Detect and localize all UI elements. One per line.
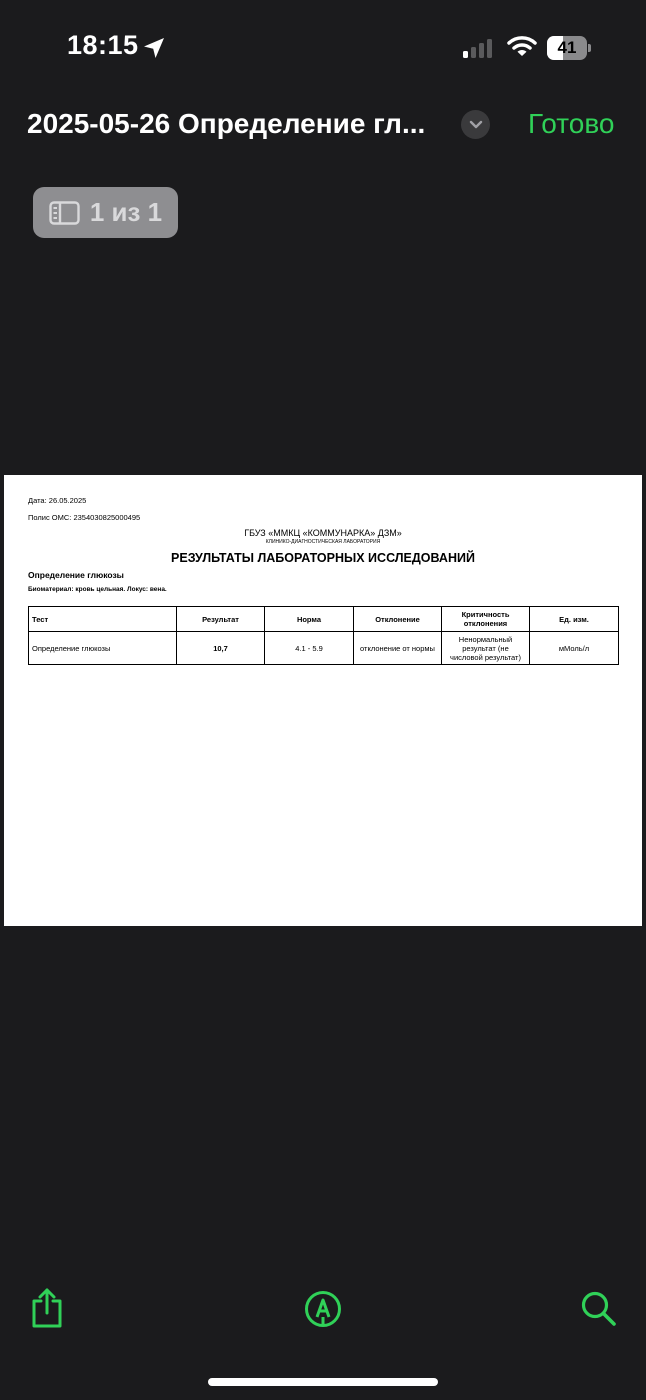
cell-test: Определение глюкозы: [29, 632, 177, 665]
share-icon[interactable]: [29, 1287, 65, 1329]
title-menu-button[interactable]: [461, 110, 490, 139]
wifi-icon: [507, 35, 537, 57]
status-time: 18:15: [67, 30, 139, 60]
report-organization: ГБУЗ «ММКЦ «КОММУНАРКА» ДЗМ»: [244, 528, 402, 538]
column-header: Отклонение: [354, 607, 442, 632]
cell-norm: 4.1 - 5.9: [265, 632, 354, 665]
chevron-down-icon: [469, 120, 483, 130]
column-header: Норма: [265, 607, 354, 632]
report-biomaterial: Биоматериал: кровь цельная. Локус: вена.: [28, 586, 167, 593]
page-indicator-button[interactable]: [33, 187, 178, 238]
results-table: [28, 606, 619, 665]
document-page: [4, 475, 642, 926]
cell-unit: мМоль/л: [530, 632, 619, 665]
column-header: Результат: [177, 607, 265, 632]
search-icon[interactable]: [580, 1290, 618, 1328]
markup-icon[interactable]: [304, 1290, 342, 1328]
report-policy: Полис ОМС: 2354030825000495: [28, 513, 141, 522]
page-indicator-label: 1 из 1: [89, 197, 163, 227]
document-title[interactable]: 2025-05-26 Определение гл...: [27, 108, 426, 139]
report-test-name: Определение глюкозы: [28, 570, 124, 580]
report-date: Дата: 26.05.2025: [28, 496, 87, 505]
cell-criticality: Ненормальный результат (не числовой результат): [442, 632, 530, 665]
table-row: [29, 632, 619, 665]
cell-result: 10,7: [177, 632, 265, 665]
home-indicator[interactable]: [208, 1378, 438, 1386]
table-header-row: [29, 607, 619, 632]
battery-percent: 41: [557, 38, 577, 57]
column-header: Критичность отклонения: [442, 607, 530, 632]
report-heading: РЕЗУЛЬТАТЫ ЛАБОРАТОРНЫХ ИССЛЕДОВАНИЙ: [171, 551, 475, 565]
column-header: Ед. изм.: [530, 607, 619, 632]
battery-indicator: [547, 36, 591, 60]
column-header: Тест: [29, 607, 177, 632]
sidebar-thumbnails-icon: [49, 201, 80, 225]
done-button[interactable]: Готово: [528, 108, 615, 139]
cellular-signal-icon: [463, 38, 495, 58]
location-arrow-icon: [142, 36, 166, 60]
cell-deviation: отклонение от нормы: [354, 632, 442, 665]
report-laboratory: КЛИНИКО-ДИАГНОСТИЧЕСКАЯ ЛАБОРАТОРИЯ: [265, 539, 381, 545]
